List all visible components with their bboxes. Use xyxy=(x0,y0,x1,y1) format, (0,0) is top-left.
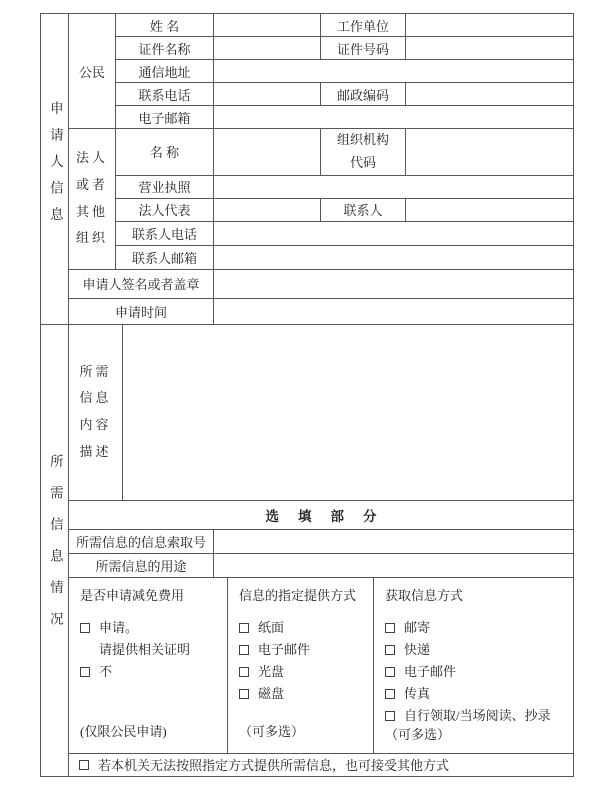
fee-waiver-header: 是否申请减免费用 xyxy=(80,587,185,603)
org-group-label-text: 法人或者其他组织 xyxy=(75,150,108,246)
contact-phone-label: 联系人电话 xyxy=(116,221,214,245)
delivery-paper-checkbox-icon[interactable] xyxy=(239,623,249,633)
obtain-email-label: 电子邮件 xyxy=(404,663,457,679)
org-code-label-text: 组织机构代码 xyxy=(336,132,389,170)
address-label: 通信地址 xyxy=(116,60,214,83)
obtain-option-express[interactable] xyxy=(385,639,569,661)
apply-date-input[interactable] xyxy=(214,298,574,324)
delivery-method-cell xyxy=(228,577,374,753)
applicant-side-label-text: 申请人信息 xyxy=(47,100,63,233)
business-license-label: 营业执照 xyxy=(116,175,214,198)
required-info-section xyxy=(40,324,574,777)
index-number-input[interactable] xyxy=(214,529,574,553)
contact-label: 联系人 xyxy=(321,198,406,221)
obtain-option-mail[interactable] xyxy=(385,617,569,639)
obtain-option-self[interactable] xyxy=(385,705,569,727)
delivery-cd-checkbox-icon[interactable] xyxy=(239,667,249,677)
obtain-mail-checkbox-icon[interactable] xyxy=(385,623,395,633)
purpose-input[interactable] xyxy=(214,553,574,577)
obtain-express-checkbox-icon[interactable] xyxy=(385,645,395,655)
org-code-input[interactable] xyxy=(406,129,574,176)
delivery-email-checkbox-icon[interactable] xyxy=(239,645,249,655)
signature-input[interactable] xyxy=(214,269,574,298)
obtain-option-email[interactable] xyxy=(385,661,569,683)
org-name-input[interactable] xyxy=(214,129,321,176)
obtain-method-header: 获取信息方式 xyxy=(385,587,464,603)
work-unit-input[interactable] xyxy=(406,14,574,37)
org-code-label xyxy=(321,129,406,176)
obtain-fax-label: 传真 xyxy=(404,685,431,701)
delivery-method-footnote: （可多选） xyxy=(239,723,305,739)
description-input[interactable] xyxy=(123,324,574,500)
work-unit-label: 工作单位 xyxy=(321,14,406,37)
phone-input[interactable] xyxy=(214,83,321,106)
fee-waiver-apply-label: 申请。 xyxy=(99,619,139,635)
applicant-section xyxy=(40,13,574,325)
delivery-paper-label: 纸面 xyxy=(258,619,285,635)
obtain-self-checkbox-icon[interactable] xyxy=(385,711,395,721)
delivery-method-header: 信息的指定提供方式 xyxy=(239,587,357,603)
contact-email-label: 联系人邮箱 xyxy=(116,245,214,269)
obtain-express-label: 快递 xyxy=(404,641,431,657)
id-number-label: 证件号码 xyxy=(321,37,406,60)
fee-waiver-no-checkbox-icon[interactable] xyxy=(80,667,90,677)
obtain-method-cell xyxy=(374,577,574,753)
contact-phone-input[interactable] xyxy=(214,221,574,245)
delivery-option-email[interactable] xyxy=(239,639,369,661)
email-input[interactable] xyxy=(214,106,574,129)
contact-email-input[interactable] xyxy=(214,245,574,269)
required-info-side-label xyxy=(41,324,69,776)
obtain-fax-checkbox-icon[interactable] xyxy=(385,689,395,699)
fee-waiver-apply-note: 请提供相关证明 xyxy=(99,641,191,657)
legal-rep-input[interactable] xyxy=(214,198,321,221)
phone-label: 联系电话 xyxy=(116,83,214,106)
org-group-label xyxy=(69,129,116,270)
delivery-disk-checkbox-icon[interactable] xyxy=(239,689,249,699)
email-label: 电子邮箱 xyxy=(116,106,214,129)
fee-waiver-panel xyxy=(69,578,227,753)
apply-date-label: 申请时间 xyxy=(69,298,214,324)
id-type-label: 证件名称 xyxy=(116,37,214,60)
fee-waiver-apply-option[interactable] xyxy=(80,617,223,639)
index-number-label: 所需信息的信息索取号 xyxy=(69,529,214,553)
postal-code-label: 邮政编码 xyxy=(321,83,406,106)
other-method-option[interactable] xyxy=(69,755,573,774)
delivery-option-cd[interactable] xyxy=(239,661,369,683)
name-label: 姓 名 xyxy=(116,14,214,37)
postal-code-input[interactable] xyxy=(406,83,574,106)
legal-rep-label: 法人代表 xyxy=(116,198,214,221)
applicant-side-label xyxy=(41,14,69,325)
obtain-method-panel xyxy=(374,578,573,753)
description-label xyxy=(69,324,123,500)
delivery-option-disk[interactable] xyxy=(239,683,369,705)
fee-waiver-no-label: 不 xyxy=(99,663,113,679)
other-method-cell xyxy=(69,753,574,776)
signature-label: 申请人签名或者盖章 xyxy=(69,269,214,298)
optional-section-header-text: 选填部分 xyxy=(265,508,396,524)
other-method-label: 若本机关无法按照指定方式提供所需信息，也可接受其他方式 xyxy=(98,758,450,773)
id-type-input[interactable] xyxy=(214,37,321,60)
citizen-group-label: 公民 xyxy=(69,14,116,129)
org-name-label: 名 称 xyxy=(116,129,214,176)
fee-waiver-footnote: (仅限公民申请) xyxy=(80,723,167,739)
fee-waiver-apply-note-row xyxy=(80,639,223,661)
delivery-method-panel xyxy=(228,578,373,753)
delivery-option-paper[interactable] xyxy=(239,617,369,639)
description-label-text: 所需信息内容描述 xyxy=(79,363,112,459)
purpose-label: 所需信息的用途 xyxy=(69,553,214,577)
fee-waiver-no-option[interactable] xyxy=(80,661,223,683)
obtain-mail-label: 邮寄 xyxy=(404,619,431,635)
address-input[interactable] xyxy=(214,60,574,83)
id-number-input[interactable] xyxy=(406,37,574,60)
delivery-cd-label: 光盘 xyxy=(258,663,285,679)
name-input[interactable] xyxy=(214,14,321,37)
obtain-self-label: 自行领取/当场阅读、抄录 xyxy=(404,707,551,723)
fee-waiver-apply-checkbox-icon[interactable] xyxy=(80,623,90,633)
business-license-input[interactable] xyxy=(214,175,574,198)
obtain-option-fax[interactable] xyxy=(385,683,569,705)
required-info-side-label-text: 所需信息情况 xyxy=(47,453,63,643)
fee-waiver-cell xyxy=(69,577,228,753)
obtain-email-checkbox-icon[interactable] xyxy=(385,667,395,677)
delivery-disk-label: 磁盘 xyxy=(258,685,285,701)
form-table xyxy=(40,13,573,777)
obtain-method-footnote: （可多选） xyxy=(385,726,451,742)
optional-section-header xyxy=(69,500,574,529)
delivery-email-label: 电子邮件 xyxy=(258,641,311,657)
contact-input[interactable] xyxy=(406,198,574,221)
other-method-checkbox-icon[interactable] xyxy=(79,760,89,770)
